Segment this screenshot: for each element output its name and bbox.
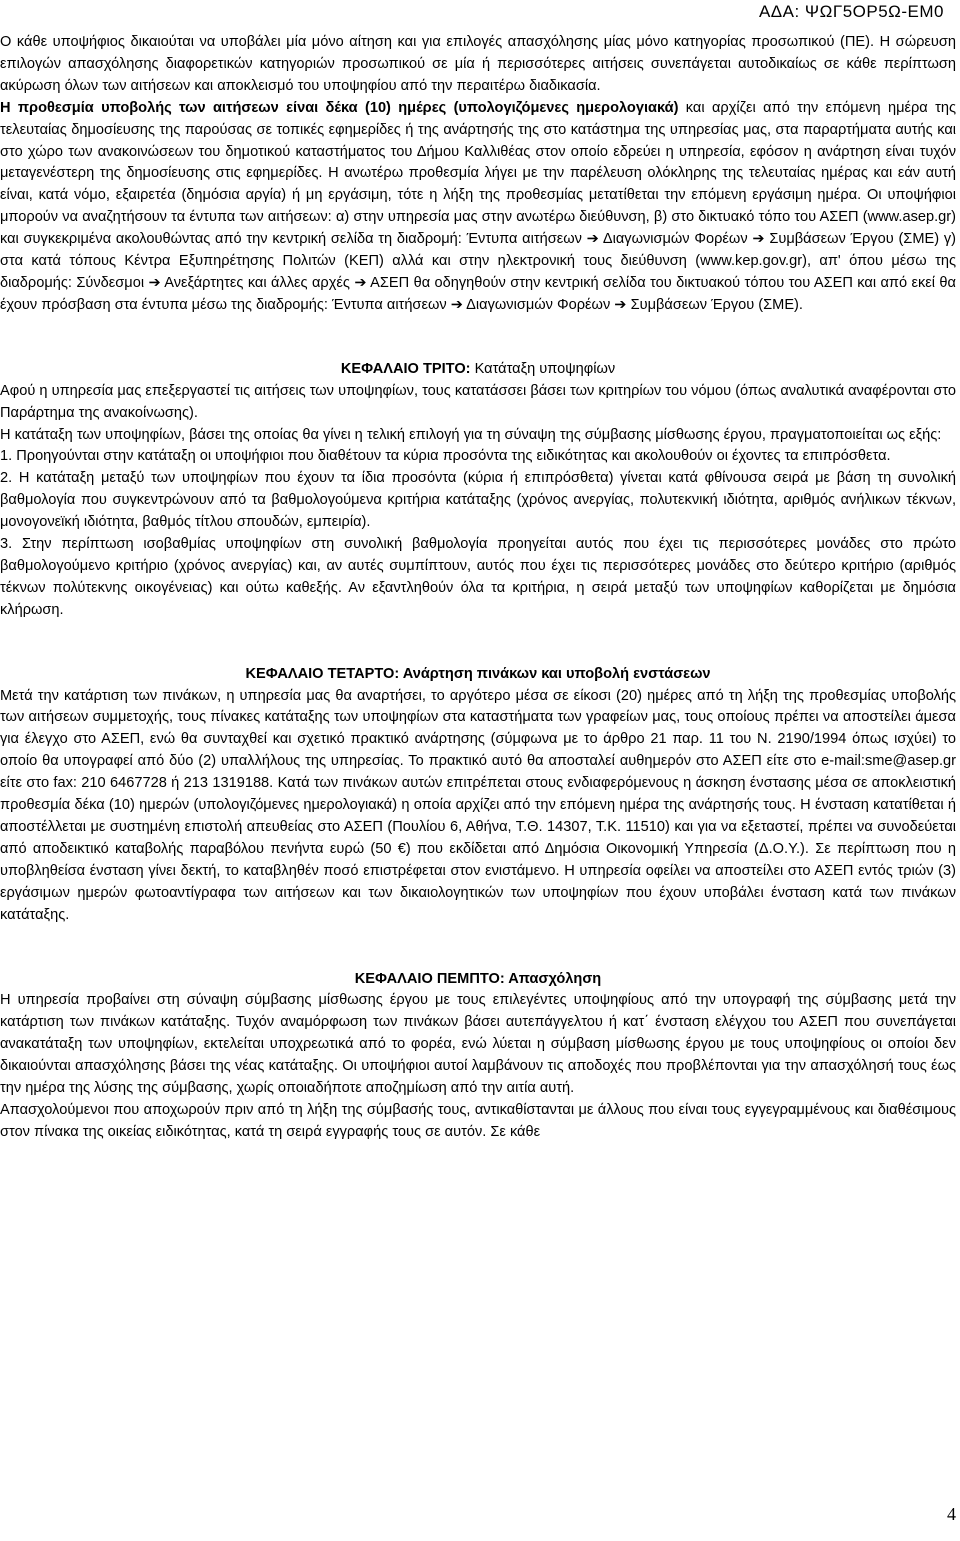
chapter-4-paragraph-1: Μετά την κατάρτιση των πινάκων, η υπηρεσία μας θα αναρτήσει, το αργότερο μέσα σε είκοσι (20) ημέρες από τη λήξη της προθεσμίας υποβολής των αιτήσεων συμμετοχής, τους πίνακες κατάταξης των υποψηφίων στα καταστήματα των γραφείων μας, τους οποίους πρέπει να αποστείλει άμεσα για έλεγχο στο ΑΣΕΠ, ενώ θα συνταχθεί και σχετικό πρακτικό ανάρτησης (σύμφωνα με το άρθρο 21 παρ. 11 του Ν. 2190/1994 όπως ισχύει) το οποίο θα υπογραφεί από δύο (2) υπαλλήλους της υπηρεσίας. Το πρακτικό αυτό θα αποσταλεί αυθημερόν στο ΑΣΕΠ είτε στο e-mail:sme@asep.gr είτε στο fax: 210 6467728 ή 213 1319188. Κατά των πινάκων αυτών επιτρέπεται στους ενδιαφερόμενους η άσκηση ένστασης μέσα σε αποκλειστική προθεσμία δέκα (10) ημερών (υπολογιζόμενες ημερολογιακά) η οποία αρχίζει από την επόμενη ημέρα της ανάρτησής τους. Η ένσταση κατατίθεται ή αποστέλλεται με συστημένη επιστολή απευθείας στο ΑΣΕΠ (Πουλίου 6, Αθήνα, Τ.Θ. 14307, Τ.Κ. 11510) και για να εξεταστεί, πρέπει να συνοδεύεται από αποδεικτικό καταβολής παραβόλου πενήντα ευρώ (50 €) που εκδίδεται από Δημόσια Οικονομική Υπηρεσία (Δ.Ο.Υ.). Σε περίπτωση που η υποβληθείσα ένσταση γίνει δεκτή, το καταβληθέν ποσό επιστρέφεται στον ενιστάμενο. Η υπηρεσία οφείλει να αποστείλει στο ΑΣΕΠ εντός τριών (3) εργάσιμων ημερών φωτοαντίγραφα των αιτήσεων και των δικαιολογητικών των υποψηφίων που έχουν υποβάλει ένσταση κατά των πινάκων κατάταξης.	[0, 687, 956, 923]
chapter-3-item-3: 3. Στην περίπτωση ισοβαθμίας υποψηφίων στη συνολική βαθμολογία προηγείται αυτός που έχει τις περισσότερες μονάδες στο πρώτο βαθμολογούμενο κριτήριο (χρόνος ανεργίας) και, αν αυτές συμπίπτουν, αυτός που έχει τις περισσότερες μονάδες στο δεύτερο κριτήριο (αριθμός τέκνων πολύτεκνης οικογένειας) και ούτω καθεξής. Αν εξαντληθούν όλα τα κριτήρια, η σειρά μεταξύ των υποψηφίων καθορίζεται με δημόσια κλήρωση.	[0, 536, 956, 618]
chapter-3-item-2: 2. Η κατάταξη μεταξύ των υποψηφίων που έχουν τα ίδια προσόντα (κύρια ή επιπρόσθετα) γίνεται κατά φθίνουσα σειρά με βάση τη συνολική βαθμολογία που συγκεντρώνουν από τα βαθμολογούμενα κριτήρια κατάταξης (χρόνος ανεργίας, πολυτεκνική ιδιότητα, αριθμός ανήλικων τέκνων, μονογονεϊκή ιδιότητα, βαθμός τίτλου σπουδών, εμπειρία).	[0, 470, 956, 531]
chapter-3-heading	[0, 359, 956, 381]
deadline-bold-text: Η προθεσμία υποβολής των αιτήσεων είναι δέκα (10) ημέρες (υπολογιζόμενες ημερολογιακά)	[0, 99, 679, 116]
page-number: 4	[947, 1504, 956, 1524]
chapter-3-paragraph-2: Η κατάταξη των υποψηφίων, βάσει της οποίας θα γίνει η τελική επιλογή για τη σύναψη της σύμβασης μίσθωσης έργου, πραγματοποιείται ως εξής:	[0, 426, 942, 443]
chapter-5-paragraph-2: Απασχολούμενοι που αποχωρούν πριν από τη λήξη της σύμβασής τους, αντικαθίστανται με άλλους που είναι τους εγγεγραμμένους και διαθέσιμους στον πίνακα της οικείας ειδικότητας, κατά τη σειρά εγγραφής τους σε αυτόν. Σε κάθε	[0, 1101, 956, 1140]
chapter-3-label: ΚΕΦΑΛΑΙΟ ΤΡΙΤΟ:	[340, 360, 471, 377]
chapter-4-heading: ΚΕΦΑΛΑΙΟ ΤΕΤΑΡΤΟ: Ανάρτηση πινάκων και υποβολή ενστάσεων	[245, 665, 711, 682]
document-body	[0, 32, 956, 1144]
chapter-3-item-1: 1. Προηγούνται στην κατάταξη οι υποψήφιοι που διαθέτουν τα κύρια προσόντα της ειδικότητας και ακολουθούν οι έχοντες τα επιπρόσθετα.	[0, 448, 891, 465]
intro-paragraph-2	[0, 98, 956, 317]
chapter-5-paragraph-1: Η υπηρεσία προβαίνει στη σύναψη σύμβασης μίσθωσης έργου με τους επιλεγέντες υποψηφίους από την υπογραφή της σύμβασης μετά την κατάρτιση των πινάκων κατάταξης. Τυχόν αναμόρφωση των πινάκων βάσει αυτεπάγγελτου ή κατ΄ ένσταση ελέγχου του ΑΣΕΠ που συνεπάγεται ανακατάταξη των υποψηφίων, εκτελείται υποχρεωτικά από το φορέα, ενώ λύεται η σύμβαση μίσθωσης έργου με τους υποψηφίους οι οποίοι δεν δικαιούνται απασχόλησης βάσει της νέας κατάταξης. Οι υποψήφιοι αυτοί λαμβάνουν τις αποδοχές που προβλέπονται για την απασχόλησή τους έως την ημέρα της λύσης της σύμβασης, χωρίς οποιαδήποτε αποζημίωση από την αιτία αυτή.	[0, 992, 956, 1097]
deadline-rest-text: και αρχίζει από την επόμενη ημέρα της τελευταίας δημοσίευσης της παρούσας σε τοπικές εφημερίδες ή της ανάρτησής της στο κατάστημα της υπηρεσίας μας, στα παραρτήματα αυτής και στο χώρο των ανακοινώσεων του δημοτικού καταστήματος του Δήμου Καλλιθέας στον οποίο εδρεύει η υπηρεσία, εφόσον η ανάρτηση είναι τυχόν μεταγενέστερη της δημοσίευσης στις εφημερίδες. Η ανωτέρω προθεσμία λήγει με την παρέλευση ολόκληρης της τελευταίας ημέρας και εάν αυτή είναι, κατά νόμο, εξαιρετέα (δημόσια αργία) ή μη εργάσιμη, τότε η λήξη της προθεσμίας μετατίθεται την επόμενη εργάσιμη ημέρα. Οι υποψήφιοι μπορούν να αναζητήσουν τα έντυπα των αιτήσεων: α) στην υπηρεσία μας στην ανωτέρω διεύθυνση, β) στο δικτυακό τόπο του ΑΣΕΠ (www.asep.gr) και συγκεκριμένα ακολουθώντας από την κεντρική σελίδα τη διαδρομή: Έντυπα αιτήσεων ➔ Διαγωνισμών Φορέων ➔ Συμβάσεων Έργου (ΣΜΕ) γ) στα κατά τόπους Κέντρα Εξυπηρέτησης Πολιτών (ΚΕΠ) αλλά και στην ηλεκτρονική τους διεύθυνση (www.kep.gov.gr), απ' όπου μέσω της διαδρομής: Σύνδεσμοι ➔ Ανεξάρτητες και άλλες αρχές ➔ ΑΣΕΠ θα οδηγηθούν στην κεντρική σελίδα του δικτυακού τόπου του ΑΣΕΠ και από εκεί θα έχουν πρόσβαση στα έντυπα μέσω της διαδρομής: Έντυπα αιτήσεων ➔ Διαγωνισμών Φορέων ➔ Συμβάσεων Έργου (ΣΜΕ).	[0, 99, 956, 313]
chapter-5-heading: ΚΕΦΑΛΑΙΟ ΠΕΜΠΤΟ: Απασχόληση	[354, 970, 602, 987]
intro-paragraph-1: Ο κάθε υποψήφιος δικαιούται να υποβάλει μία μόνο αίτηση και για επιλογές απασχόλησης μίας μόνο κατηγορίας προσωπικού (ΠΕ). Η σώρευση επιλογών απασχόλησης διαφορετικών κατηγοριών προσωπικού σε μία ή περισσότερες αιτήσεις συνεπάγεται αυτοδικαίως σε κάθε περίπτωση ακύρωση όλων των αιτήσεων και αποκλεισμό του υποψηφίου από την περαιτέρω διαδικασία.	[0, 34, 956, 94]
document-ada-header: ΑΔΑ: ΨΩΓ5ΟΡ5Ω-ΕΜ0	[758, 2, 944, 21]
chapter-3-title: Κατάταξη υποψηφίων	[470, 360, 616, 377]
chapter-3-paragraph-1: Αφού η υπηρεσία μας επεξεργαστεί τις αιτήσεις των υποψηφίων, τους κατατάσσει βάσει των κριτηρίων του νόμου (όπως αναλυτικά αναφέρονται στο Παράρτημα της ανακοίνωσης).	[0, 382, 956, 421]
